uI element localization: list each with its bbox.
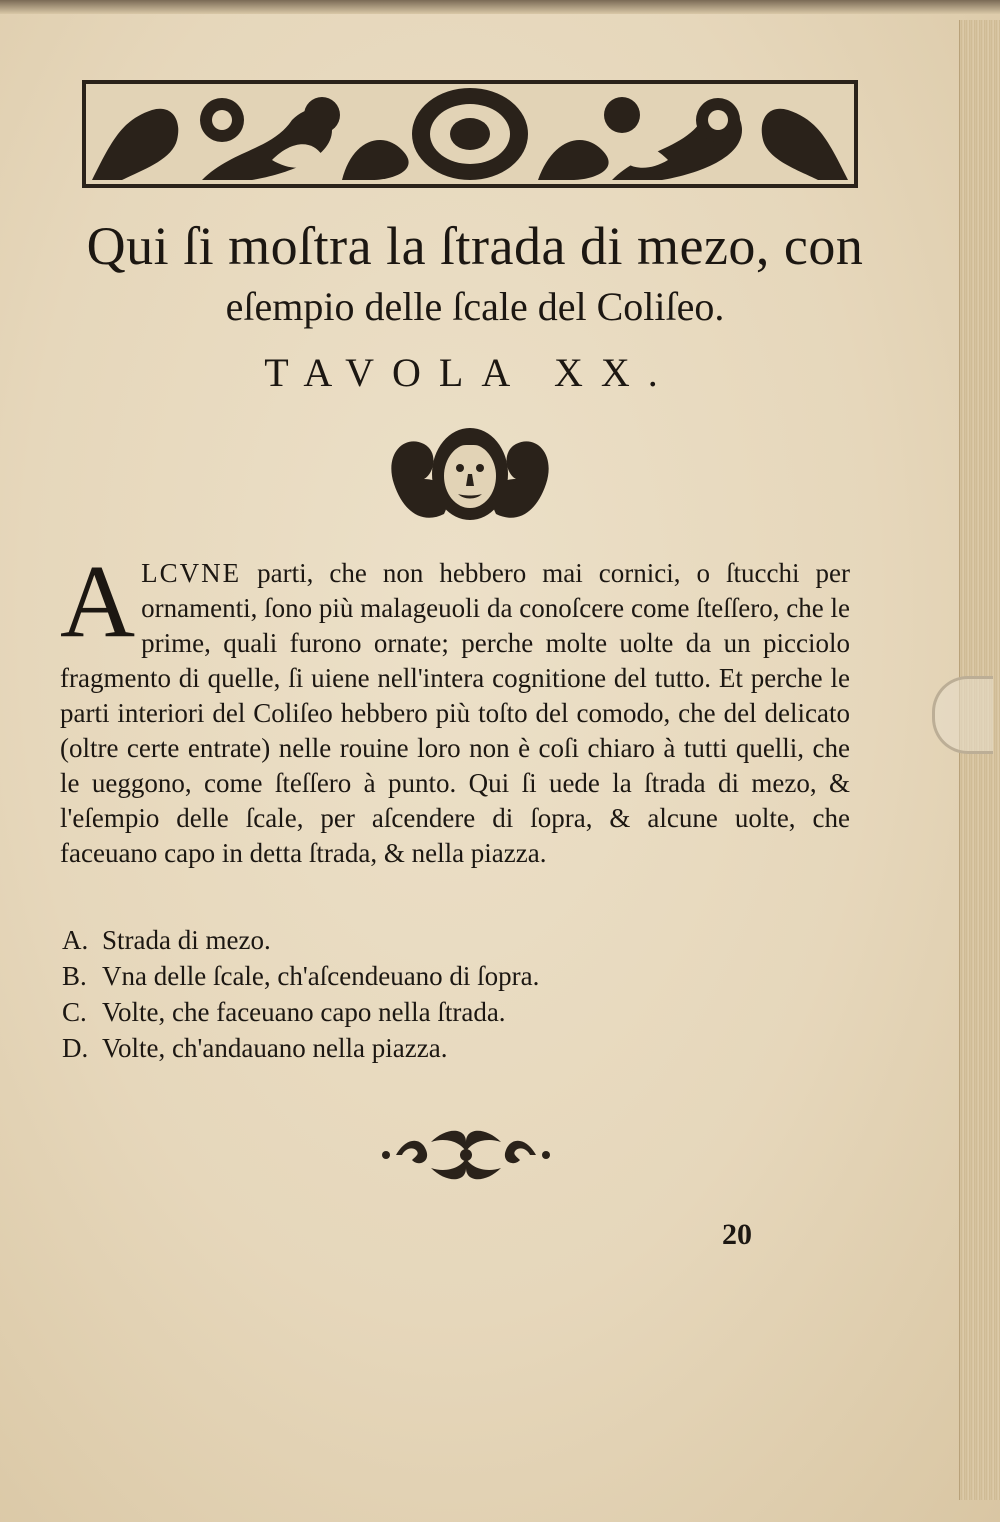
legend-item	[62, 922, 662, 958]
page-number: 20	[722, 1218, 752, 1251]
legend-text: Volte, che faceuano capo nella ſtrada.	[102, 997, 506, 1027]
decorative-banner-woodcut	[82, 80, 858, 188]
page-subtitle: eſempio delle ſcale del Coliſeo.	[225, 284, 725, 329]
page-title: Qui ſi moſtra la ſtrada di mezo, con	[86, 216, 864, 276]
legend-key: C.	[62, 997, 87, 1027]
legend-key: D.	[62, 1033, 89, 1063]
lead-word: LCVNE	[141, 558, 242, 588]
paragraph-text: parti, che non hebbero mai cornici, o ſtucchi per ornamenti, ſono più malageuoli da conoſcere come ſteſſero, che le prime, quali furono ornate; perche molte uolte da un picciolo fragmento di quelle, ſi uiene nell'intera cognitione del tutto. Et perche le parti interiori del Coliſeo hebbero più toſto del comodo, che del delicato (oltre certe entrate) nelle rouine loro non è coſi chiaro à tutti quelli, che le ueggono, come ſteſſero à punto. Qui ſi uede la ſtrada di mezo, & l'eſempio delle ſcale, per aſcendere di ſopra, & alcune uolte, che faceuano capo in detta ſtrada, & nella piazza.	[60, 558, 850, 868]
plate-heading: TAVOLA XX.	[264, 350, 676, 395]
drop-cap: A	[60, 544, 136, 659]
paper-clip	[932, 676, 993, 754]
page-top-edge	[0, 0, 1000, 14]
legend-item	[62, 958, 662, 994]
fleuron-ornament	[376, 1122, 556, 1188]
legend-text: Volte, ch'andauano nella piazza.	[102, 1033, 448, 1063]
legend-key: A.	[62, 925, 89, 955]
legend-list	[62, 922, 662, 1066]
legend-text: Vna delle ſcale, ch'aſcendeuano di ſopra.	[102, 961, 540, 991]
mask-ornament-woodcut	[384, 424, 556, 524]
body-paragraph	[60, 544, 850, 871]
legend-key: B.	[62, 961, 87, 991]
legend-item	[62, 1030, 662, 1066]
legend-item	[62, 994, 662, 1030]
legend-text: Strada di mezo.	[102, 925, 271, 955]
page-stack-edge	[959, 20, 1000, 1500]
